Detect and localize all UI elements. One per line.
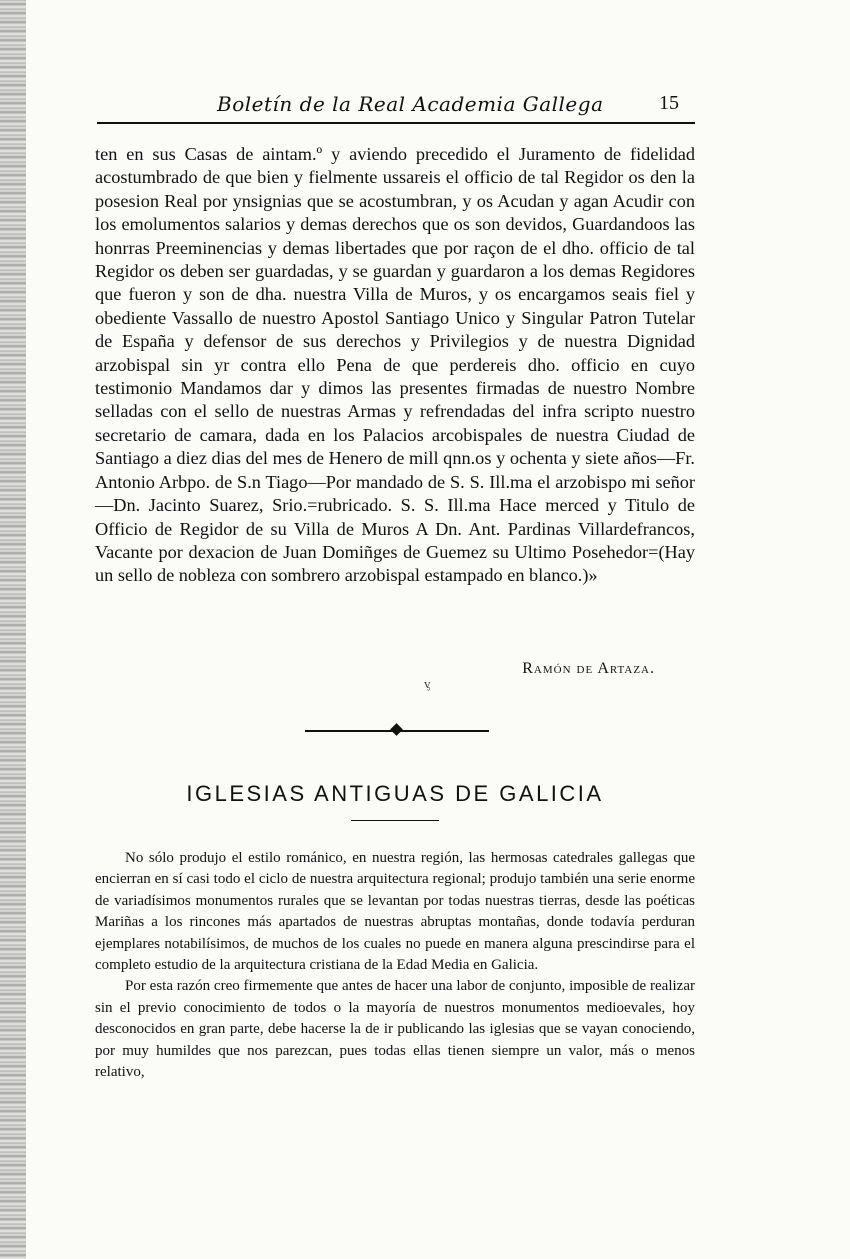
article-body <box>95 848 695 1083</box>
page-header <box>97 92 695 124</box>
page-number: 15 <box>659 92 679 114</box>
article-paragraph-1: No sólo produjo el estilo románico, en nuestra región, las hermosas catedrales gallegas que encierran en sí casi todo el ciclo de nuestra arquitectura regional; produjo también una serie enorme de variadísimos monumentos rurales que se levantan por todas nuestras tierras, desde las poéticas Mariñas a los rincones más apartados de nuestras abruptas montañas, donde todavía perduran ejemplares notabilísimos, de muchos de los cuales no puede en manera alguna prescindirse para el completo estudio de la arquitectura cristiana de la Edad Media en Galicia. <box>95 850 695 974</box>
title-underline <box>351 820 439 821</box>
divider-diamond-icon <box>390 723 403 736</box>
article-paragraph-2: Por esta razón creo firmemente que antes de hacer una labor de conjunto, imposible de realizar sin el previo conocimiento de todos o la mayoría de nuestros monumentos medioevales, hoy desconocidos en gran parte, debe hacerse la de ir publicando las iglesias que se vayan conociendo, por muy humildes que nos parezcan, pues todas ellas tienen siempre un valor, más o menos relativo, <box>95 978 695 1081</box>
letter-body: ten en sus Casas de aintam.º y aviendo precedido el Juramento de fidelidad acostumbrado de que bien y fielmente ussareis el officio de tal Regidor os den la posesion Real por ynsignias que se acostumbran, y os Acudan y agan Acudir con los emolumentos salarios y demas derechos que os son devidos, Guardandoos las honrras Preeminencias y demas libertades que por raçon de el dho. officio de tal Regidor os deben ser guardadas, y se guardan y guardaron a los demas Regidores que fueron y son de dha. nuestra Villa de Muros, y os encargamos seais fiel y obediente Vassallo de nuestro Apostol Santiago Unico y Singular Patron Tutelar de España y defensor de sus derechos y Privilegios y de nuestra Dignidad arzobispal sin yr contra ello Pena de que perdereis dho. officio en cuyo testimonio Mandamos dar y dimos las presentes firmadas de nuestro Nombre selladas con el sello de nuestras Armas y refrendadas del infra scripto nuestro secretario de camara, dada en los Palacios arcobispales de nuestra Ciudad de Santiago a diez dias del mes de Henero de mill qnn.os y ochenta y siete años—Fr. Antonio Arbpo. de S.n Tiago—Por mandado de S. S. Ill.ma el arzobispo mi señor—Dn. Jacinto Suarez, Srio.=rubricado. S. S. Ill.ma Hace merced y Titulo de Officio de Regidor de su Villa de Muros A Dn. Ant. Pardinas Villardefrancos, Vacante por dexacion de Juan Domiñges de Guemez su Ultimo Posehedor=(Hay un sello de nobleza con sombrero arzobispal estampado en blanco.)» <box>95 144 695 586</box>
running-title: Boletín de la Real Academia Gallega <box>217 92 604 116</box>
scanned-page-edge <box>0 0 26 1259</box>
section-title: IGLESIAS ANTIGUAS DE GALICIA <box>186 781 604 806</box>
author-signature: Ramón de Artaza. <box>522 660 655 677</box>
ink-mark-icon: ᶌ <box>424 676 431 691</box>
